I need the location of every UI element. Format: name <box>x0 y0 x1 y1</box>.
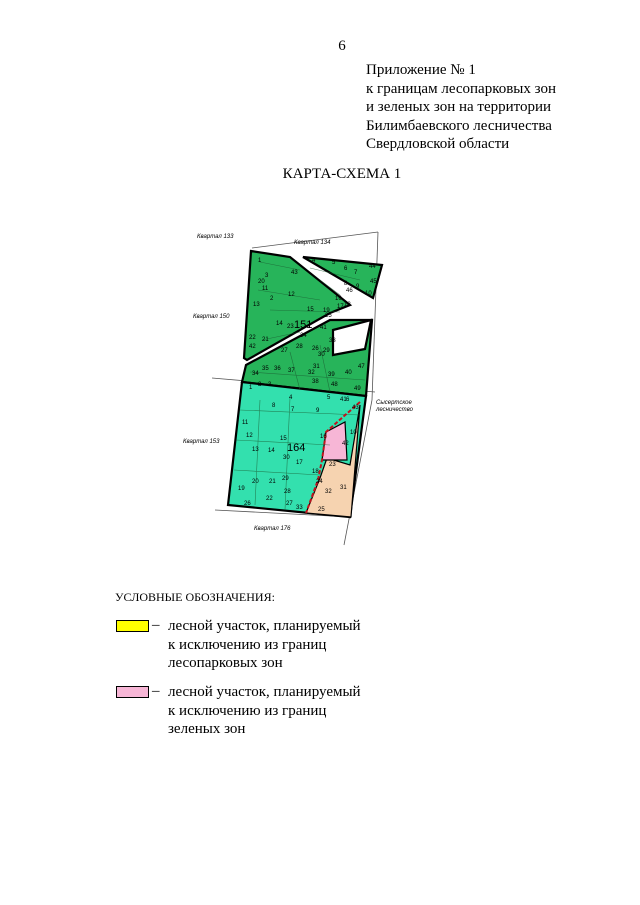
plot-number: 43 <box>352 405 359 411</box>
plot-number: 32 <box>308 370 315 376</box>
neighbor-forestry-label: Сысертское <box>376 400 412 406</box>
plot-number: 14 <box>276 321 283 327</box>
plot-number: 14 <box>268 448 275 454</box>
plot-number: 11 <box>262 286 269 292</box>
plot-number: 36 <box>274 366 281 372</box>
plot-number: 27 <box>286 501 293 507</box>
plot-number: 5 <box>327 395 331 401</box>
legend-swatch-yellow <box>116 620 149 632</box>
plot-number: 26 <box>244 501 251 507</box>
plot-number: 45 <box>370 279 377 285</box>
plot-number: 3 <box>268 382 272 388</box>
plot-number: 28 <box>284 489 291 495</box>
legend-dash: – <box>152 617 160 633</box>
plot-number: 42 <box>249 344 256 350</box>
legend-line: к исключению из границ <box>168 702 327 719</box>
quarter-label: Квартал 150 <box>193 314 230 320</box>
plot-number: 29 <box>282 476 289 482</box>
plot-number: 6 <box>346 397 350 403</box>
plot-number: 42 <box>342 441 349 447</box>
plot-number: 3 <box>265 273 269 279</box>
plot-number: 19 <box>238 486 245 492</box>
plot-number: 5 <box>332 260 336 266</box>
plot-number: 24 <box>316 479 323 485</box>
plot-number: 40 <box>345 370 352 376</box>
plot-number: 2 <box>270 296 274 302</box>
plot-number: 25 <box>318 507 325 513</box>
plot-number: 28 <box>296 344 303 350</box>
appendix-line: Приложение № 1 <box>366 62 476 78</box>
plot-number: 35 <box>262 366 269 372</box>
plot-number: 19 <box>323 308 330 314</box>
plot-number: 9 <box>356 284 360 290</box>
plot-number: 1 <box>249 385 253 391</box>
appendix-line: к границам лесопарковых зон <box>366 80 556 97</box>
plot-number: 21 <box>269 479 276 485</box>
plot-number: 8 <box>272 403 276 409</box>
page-number: 6 <box>338 38 346 54</box>
plot-number: 8 <box>344 281 348 287</box>
block-number-151: 151 <box>294 319 313 331</box>
plot-number: 26 <box>312 346 319 352</box>
plot-number: 33 <box>329 338 336 344</box>
quarter-label: Квартал 134 <box>294 240 331 246</box>
plot-number: 4 <box>312 258 316 264</box>
plot-number: 43 <box>291 270 298 276</box>
plot-number: 2 <box>258 382 262 388</box>
plot-number: 37 <box>288 368 295 374</box>
plot-number: 4 <box>289 395 293 401</box>
appendix-line: Свердловской области <box>366 136 510 152</box>
plot-number: 10 <box>365 291 372 297</box>
plot-number: 24 <box>300 333 307 339</box>
plot-number: 12 <box>288 292 295 298</box>
plot-number: 39 <box>328 372 335 378</box>
plot-number: 23 <box>329 462 336 468</box>
block-number-164: 164 <box>287 442 306 454</box>
plot-number: 9 <box>316 408 320 414</box>
plot-number: 30 <box>283 455 290 461</box>
plot-number: 21 <box>262 337 269 343</box>
legend-text <box>168 683 428 739</box>
plot-number: 22 <box>266 496 273 502</box>
legend-line: лесной участок, планируемый <box>168 684 361 700</box>
plot-number: 49 <box>354 386 361 392</box>
plot-number: 17 <box>337 304 344 310</box>
plot-number: 18 <box>344 302 351 308</box>
plot-number: 31 <box>340 485 347 491</box>
plot-number: 13 <box>252 447 259 453</box>
neighbor-forestry-label: лесничество <box>376 407 414 413</box>
plot-number: 41 <box>340 397 347 403</box>
map-title: КАРТА-СХЕМА 1 <box>282 166 402 182</box>
plot-number: 10 <box>350 430 357 436</box>
plot-number: 7 <box>291 407 295 413</box>
appendix-line: Билимбаевского лесничества <box>366 117 552 134</box>
legend-text <box>168 617 428 673</box>
legend-line: к исключению из границ <box>168 636 327 653</box>
plot-number: 48 <box>331 382 338 388</box>
plot-number: 34 <box>252 371 259 377</box>
legend-title: УСЛОВНЫЕ ОБОЗНАЧЕНИЯ: <box>115 590 275 604</box>
plot-number: 29 <box>323 348 330 354</box>
plot-number: 27 <box>281 348 288 354</box>
quarter-label: Квартал 133 <box>197 234 234 240</box>
plot-number: 20 <box>258 279 265 285</box>
quarter-label: Квартал 176 <box>254 526 291 532</box>
plot-number: 41 <box>320 325 327 331</box>
plot-number: 7 <box>354 270 358 276</box>
plot-number: 47 <box>358 364 365 370</box>
legend-swatch-pink <box>116 686 149 698</box>
plot-number: 18 <box>312 469 319 475</box>
plot-number: 11 <box>242 420 249 426</box>
plot-number: 6 <box>344 266 348 272</box>
legend-dash: – <box>152 683 160 699</box>
legend-line: лесной участок, планируемый <box>168 618 361 634</box>
legend-line: лесопарковых зон <box>168 655 283 671</box>
plot-number: 38 <box>312 379 319 385</box>
plot-number: 17 <box>296 460 303 466</box>
plot-number: 31 <box>313 364 320 370</box>
appendix-line: и зеленых зон на территории <box>366 99 552 115</box>
plot-number: 46 <box>346 288 353 294</box>
plot-number: 23 <box>287 324 294 330</box>
legend-line: зеленых зон <box>168 721 246 737</box>
plot-number: 44 <box>369 264 376 270</box>
plot-number: 32 <box>325 489 332 495</box>
plot-number: 12 <box>246 433 253 439</box>
plot-number: 30 <box>318 352 325 358</box>
plot-number: 1 <box>258 258 262 264</box>
plot-number: 33 <box>296 505 303 511</box>
plot-number: 16 <box>335 296 342 302</box>
plot-number: 25 <box>325 313 332 319</box>
quarter-label: Квартал 153 <box>183 439 220 445</box>
plot-number: 16 <box>320 434 327 440</box>
plot-number: 15 <box>280 436 287 442</box>
plot-number: 22 <box>249 335 256 341</box>
plot-number: 15 <box>307 307 314 313</box>
plot-number: 13 <box>253 302 260 308</box>
plot-number: 20 <box>252 479 259 485</box>
